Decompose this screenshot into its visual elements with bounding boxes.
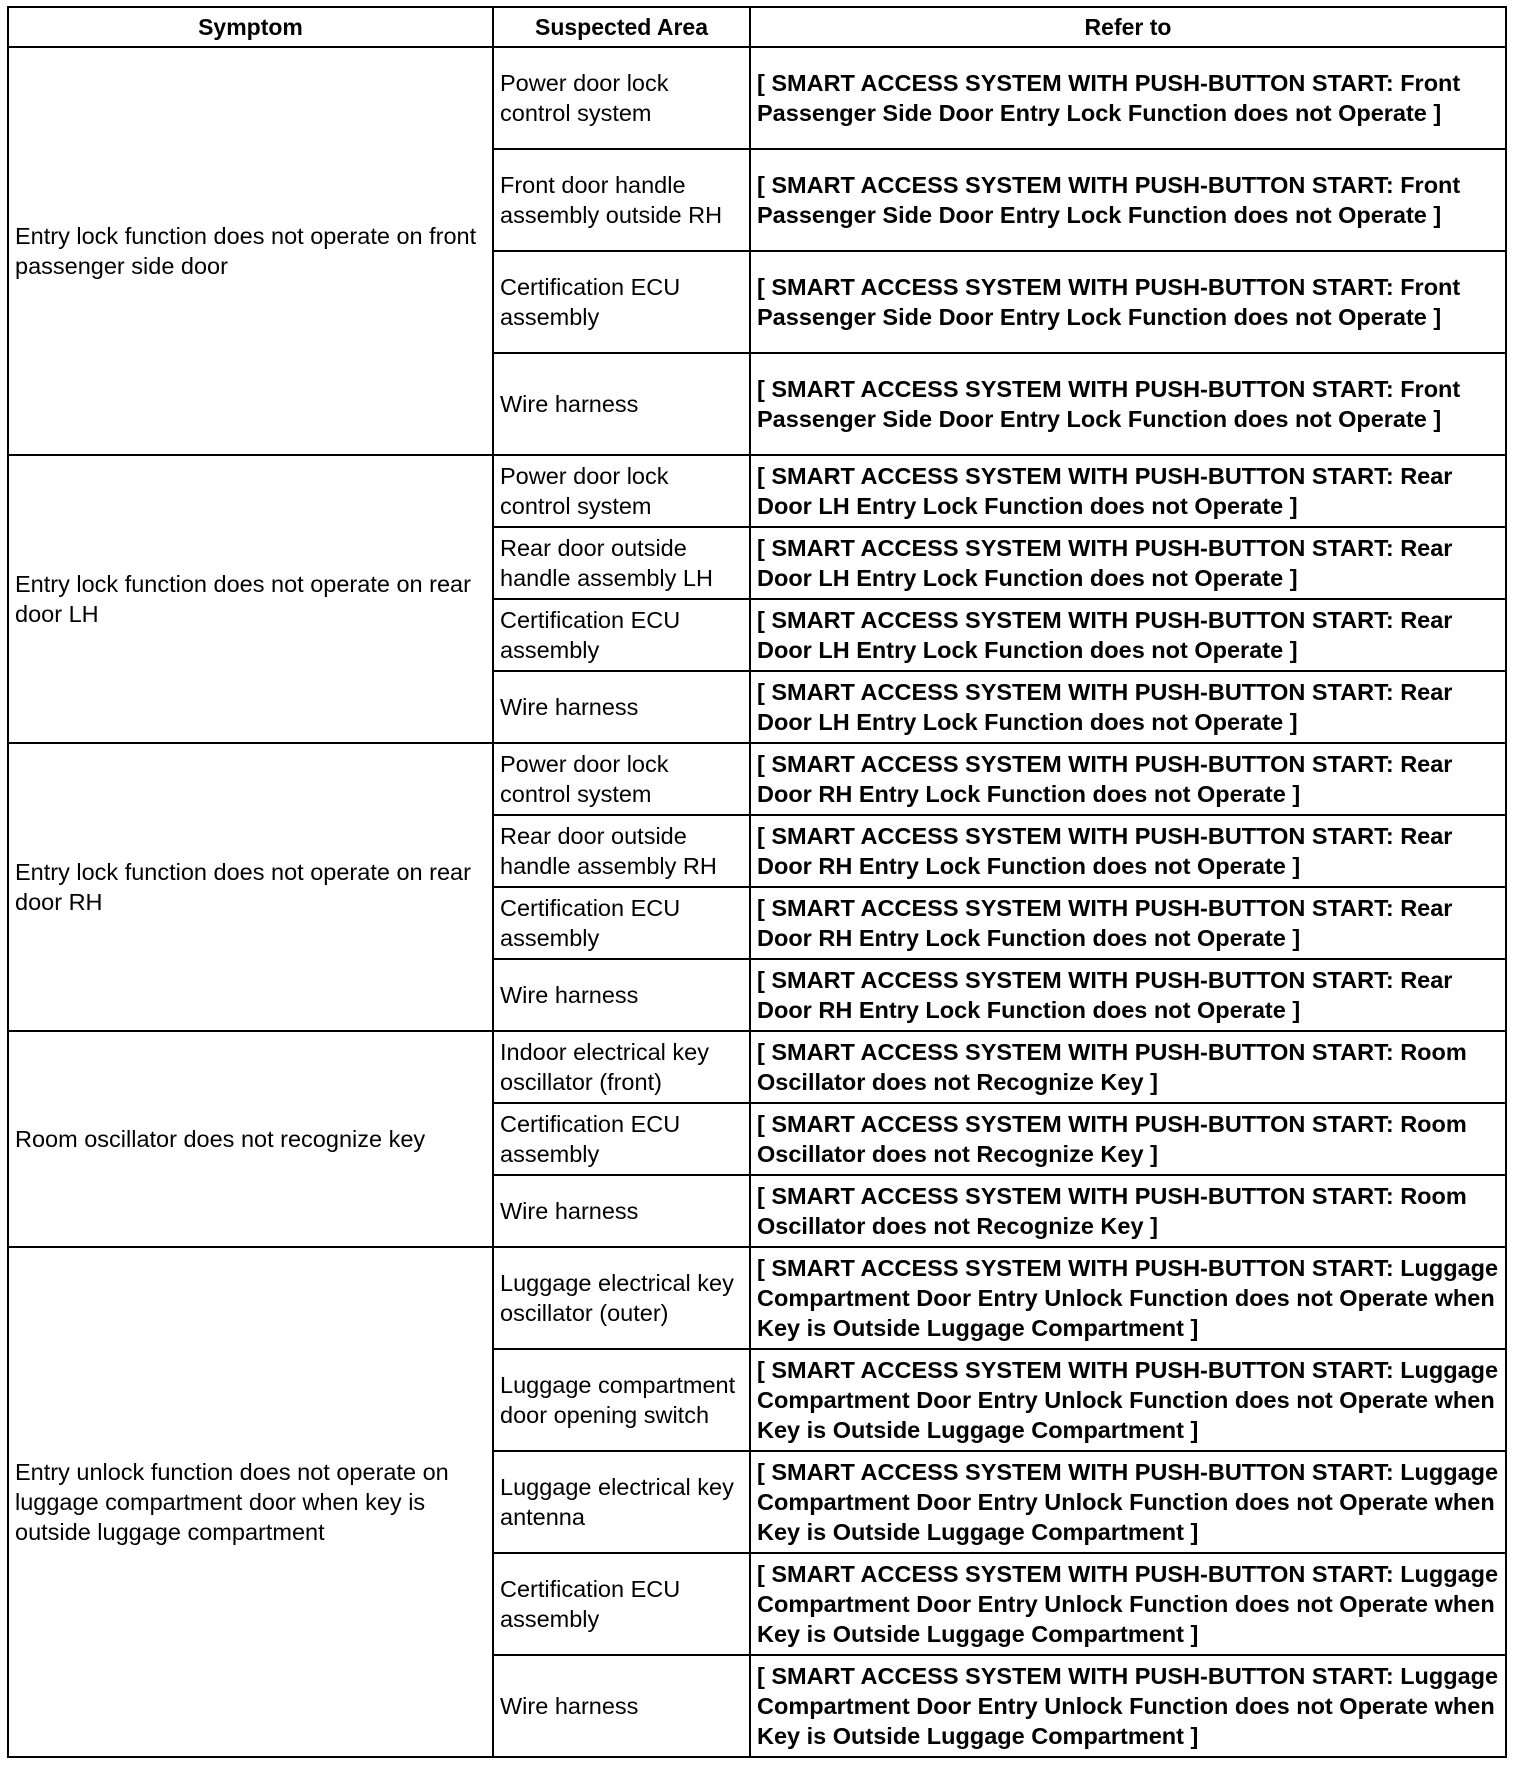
refer-to-cell: [ SMART ACCESS SYSTEM WITH PUSH-BUTTON START: Front Passenger Side Door Entry Lock Function does not Operate ]: [750, 353, 1506, 455]
suspected-area-cell: Wire harness: [493, 1175, 750, 1247]
refer-to-cell: [ SMART ACCESS SYSTEM WITH PUSH-BUTTON START: Front Passenger Side Door Entry Lock Function does not Operate ]: [750, 149, 1506, 251]
refer-to-cell: [ SMART ACCESS SYSTEM WITH PUSH-BUTTON START: Room Oscillator does not Recognize Key ]: [750, 1031, 1506, 1103]
refer-to-cell: [ SMART ACCESS SYSTEM WITH PUSH-BUTTON START: Luggage Compartment Door Entry Unlock Function does not Operate when Key is Outside Luggage Compartment ]: [750, 1553, 1506, 1655]
suspected-area-cell: Certification ECU assembly: [493, 1103, 750, 1175]
suspected-area-cell: Certification ECU assembly: [493, 599, 750, 671]
header-row: [8, 7, 1506, 47]
suspected-area-cell: Front door handle assembly outside RH: [493, 149, 750, 251]
refer-to-cell: [ SMART ACCESS SYSTEM WITH PUSH-BUTTON START: Rear Door RH Entry Lock Function does not Operate ]: [750, 743, 1506, 815]
suspected-area-cell: Luggage electrical key antenna: [493, 1451, 750, 1553]
suspected-area-cell: Rear door outside handle assembly LH: [493, 527, 750, 599]
refer-to-cell: [ SMART ACCESS SYSTEM WITH PUSH-BUTTON START: Rear Door LH Entry Lock Function does not Operate ]: [750, 671, 1506, 743]
symptom-cell: Entry lock function does not operate on front passenger side door: [8, 47, 493, 455]
header-suspected-area: Suspected Area: [493, 7, 750, 47]
suspected-area-cell: Power door lock control system: [493, 47, 750, 149]
table-header: [8, 7, 1506, 47]
suspected-area-cell: Wire harness: [493, 1655, 750, 1757]
refer-to-cell: [ SMART ACCESS SYSTEM WITH PUSH-BUTTON START: Rear Door RH Entry Lock Function does not Operate ]: [750, 887, 1506, 959]
refer-to-cell: [ SMART ACCESS SYSTEM WITH PUSH-BUTTON START: Front Passenger Side Door Entry Lock Function does not Operate ]: [750, 251, 1506, 353]
table-row: [8, 743, 1506, 815]
suspected-area-cell: Wire harness: [493, 353, 750, 455]
suspected-area-cell: Certification ECU assembly: [493, 887, 750, 959]
suspected-area-cell: Wire harness: [493, 671, 750, 743]
suspected-area-cell: Power door lock control system: [493, 455, 750, 527]
refer-to-cell: [ SMART ACCESS SYSTEM WITH PUSH-BUTTON START: Rear Door RH Entry Lock Function does not Operate ]: [750, 815, 1506, 887]
header-symptom: Symptom: [8, 7, 493, 47]
troubleshooting-table: [7, 6, 1507, 1758]
suspected-area-cell: Wire harness: [493, 959, 750, 1031]
suspected-area-cell: Certification ECU assembly: [493, 1553, 750, 1655]
suspected-area-cell: Rear door outside handle assembly RH: [493, 815, 750, 887]
table-row: [8, 1247, 1506, 1349]
refer-to-cell: [ SMART ACCESS SYSTEM WITH PUSH-BUTTON START: Luggage Compartment Door Entry Unlock Function does not Operate when Key is Outside Luggage Compartment ]: [750, 1247, 1506, 1349]
table-row: [8, 455, 1506, 527]
refer-to-cell: [ SMART ACCESS SYSTEM WITH PUSH-BUTTON START: Luggage Compartment Door Entry Unlock Function does not Operate when Key is Outside Luggage Compartment ]: [750, 1655, 1506, 1757]
symptom-cell: Room oscillator does not recognize key: [8, 1031, 493, 1247]
suspected-area-cell: Luggage compartment door opening switch: [493, 1349, 750, 1451]
symptom-cell: Entry unlock function does not operate on luggage compartment door when key is outside luggage compartment: [8, 1247, 493, 1757]
suspected-area-cell: Power door lock control system: [493, 743, 750, 815]
refer-to-cell: [ SMART ACCESS SYSTEM WITH PUSH-BUTTON START: Room Oscillator does not Recognize Key ]: [750, 1103, 1506, 1175]
refer-to-cell: [ SMART ACCESS SYSTEM WITH PUSH-BUTTON START: Rear Door LH Entry Lock Function does not Operate ]: [750, 527, 1506, 599]
refer-to-cell: [ SMART ACCESS SYSTEM WITH PUSH-BUTTON START: Room Oscillator does not Recognize Key ]: [750, 1175, 1506, 1247]
refer-to-cell: [ SMART ACCESS SYSTEM WITH PUSH-BUTTON START: Luggage Compartment Door Entry Unlock Function does not Operate when Key is Outside Luggage Compartment ]: [750, 1349, 1506, 1451]
table-row: [8, 1031, 1506, 1103]
refer-to-cell: [ SMART ACCESS SYSTEM WITH PUSH-BUTTON START: Rear Door LH Entry Lock Function does not Operate ]: [750, 455, 1506, 527]
suspected-area-cell: Luggage electrical key oscillator (outer): [493, 1247, 750, 1349]
refer-to-cell: [ SMART ACCESS SYSTEM WITH PUSH-BUTTON START: Luggage Compartment Door Entry Unlock Function does not Operate when Key is Outside Luggage Compartment ]: [750, 1451, 1506, 1553]
refer-to-cell: [ SMART ACCESS SYSTEM WITH PUSH-BUTTON START: Front Passenger Side Door Entry Lock Function does not Operate ]: [750, 47, 1506, 149]
refer-to-cell: [ SMART ACCESS SYSTEM WITH PUSH-BUTTON START: Rear Door LH Entry Lock Function does not Operate ]: [750, 599, 1506, 671]
refer-to-cell: [ SMART ACCESS SYSTEM WITH PUSH-BUTTON START: Rear Door RH Entry Lock Function does not Operate ]: [750, 959, 1506, 1031]
suspected-area-cell: Indoor electrical key oscillator (front): [493, 1031, 750, 1103]
header-refer-to: Refer to: [750, 7, 1506, 47]
symptom-cell: Entry lock function does not operate on rear door LH: [8, 455, 493, 743]
table-row: [8, 47, 1506, 149]
symptom-cell: Entry lock function does not operate on rear door RH: [8, 743, 493, 1031]
suspected-area-cell: Certification ECU assembly: [493, 251, 750, 353]
table-body: [8, 47, 1506, 1757]
